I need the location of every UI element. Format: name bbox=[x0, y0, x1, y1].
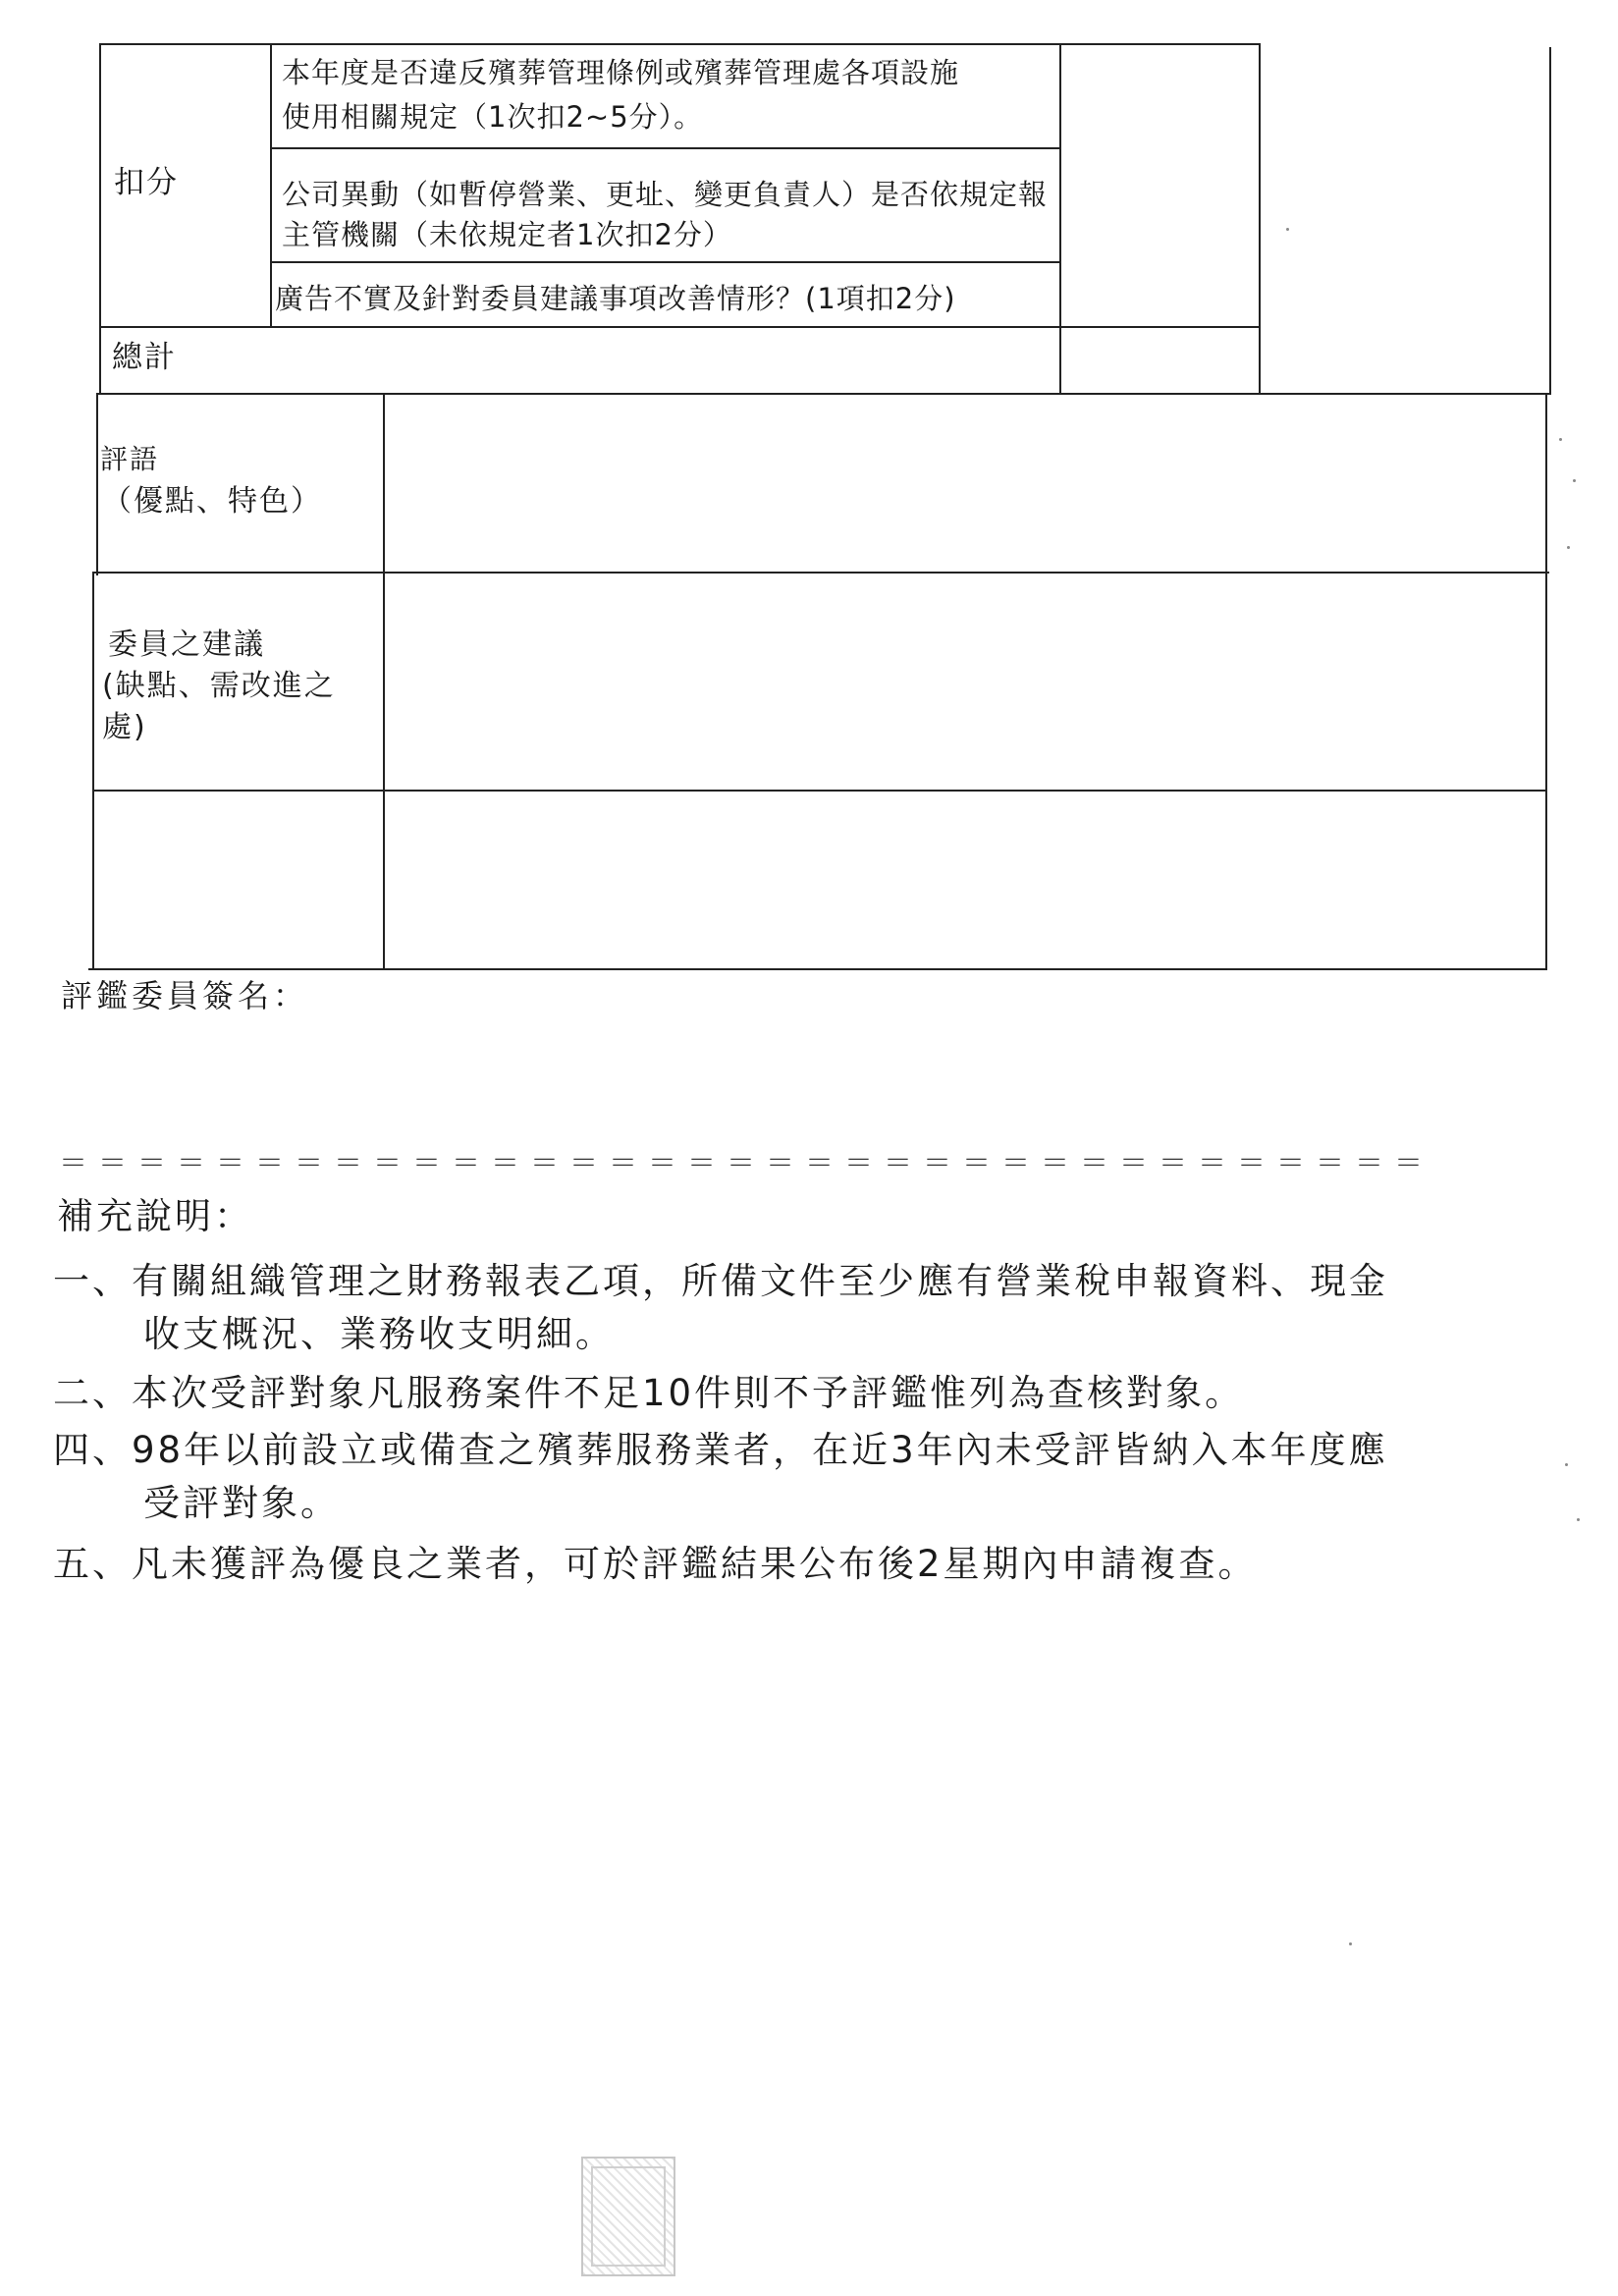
extra-content-field[interactable] bbox=[387, 793, 1543, 966]
note-item-2: 二、本次受評對象凡服務案件不足10件則不予評鑑惟列為查核對象。 bbox=[53, 1372, 1245, 1414]
deduction-item-1-line-2: 使用相關規定（1次扣2~5分）。 bbox=[282, 100, 704, 134]
signature-field[interactable] bbox=[334, 972, 1021, 1031]
suggestions-label-line-1: 委員之建議 bbox=[108, 628, 265, 662]
extra-label-field[interactable] bbox=[96, 793, 381, 966]
suggestions-field[interactable] bbox=[387, 577, 1543, 788]
suggestions-label-line-3: 處) bbox=[102, 710, 147, 744]
scan-speck bbox=[1559, 438, 1562, 441]
scan-speck bbox=[1286, 228, 1289, 231]
deduction-item-2-line-2: 主管機關（未依規定者1次扣2分） bbox=[282, 218, 732, 251]
deduction-item-3: 廣告不實及針對委員建議事項改善情形？(1項扣2分) bbox=[275, 282, 956, 315]
seal-stamp bbox=[581, 2157, 675, 2276]
strengths-field[interactable] bbox=[387, 397, 1543, 570]
total-label: 總計 bbox=[112, 340, 177, 375]
notes-heading: 補充說明： bbox=[57, 1195, 253, 1237]
scan-speck bbox=[1573, 479, 1576, 482]
note-item-1-line-1: 一、有關組織管理之財務報表乙項，所備文件至少應有營業稅申報資料、現金 bbox=[53, 1260, 1388, 1302]
strengths-label-line-2: （優點、特色） bbox=[102, 484, 322, 519]
deduction-item-2-line-1: 公司異動（如暫停營業、更址、變更負責人）是否依規定報 bbox=[282, 178, 1049, 211]
suggestions-label-line-2: (缺點、需改進之 bbox=[102, 669, 336, 703]
scan-speck bbox=[1567, 546, 1570, 549]
deduction-label: 扣分 bbox=[114, 165, 179, 200]
deduction-item-1-line-1: 本年度是否違反殯葬管理條例或殯葬管理處各項設施 bbox=[282, 56, 960, 89]
strengths-label-line-1: 評語 bbox=[100, 443, 160, 475]
note-item-4: 五、凡未獲評為優良之業者，可於評鑑結果公布後2星期內申請複查。 bbox=[53, 1543, 1258, 1585]
note-item-3-line-1: 四、98年以前設立或備查之殯葬服務業者，在近3年內未受評皆納入本年度應 bbox=[53, 1429, 1388, 1471]
scan-speck bbox=[1349, 1942, 1352, 1945]
note-item-1-line-2: 收支概況、業務收支明細。 bbox=[143, 1313, 615, 1355]
note-item-3-line-2: 受評對象。 bbox=[143, 1482, 340, 1524]
scan-speck bbox=[1577, 1518, 1580, 1521]
divider: ＝＝＝＝＝＝＝＝＝＝＝＝＝＝＝＝＝＝＝＝＝＝＝＝＝＝＝＝＝＝＝＝＝＝＝ bbox=[59, 1146, 1434, 1179]
scan-speck bbox=[1565, 1463, 1568, 1466]
signature-label: 評鑑委員簽名： bbox=[61, 977, 309, 1014]
